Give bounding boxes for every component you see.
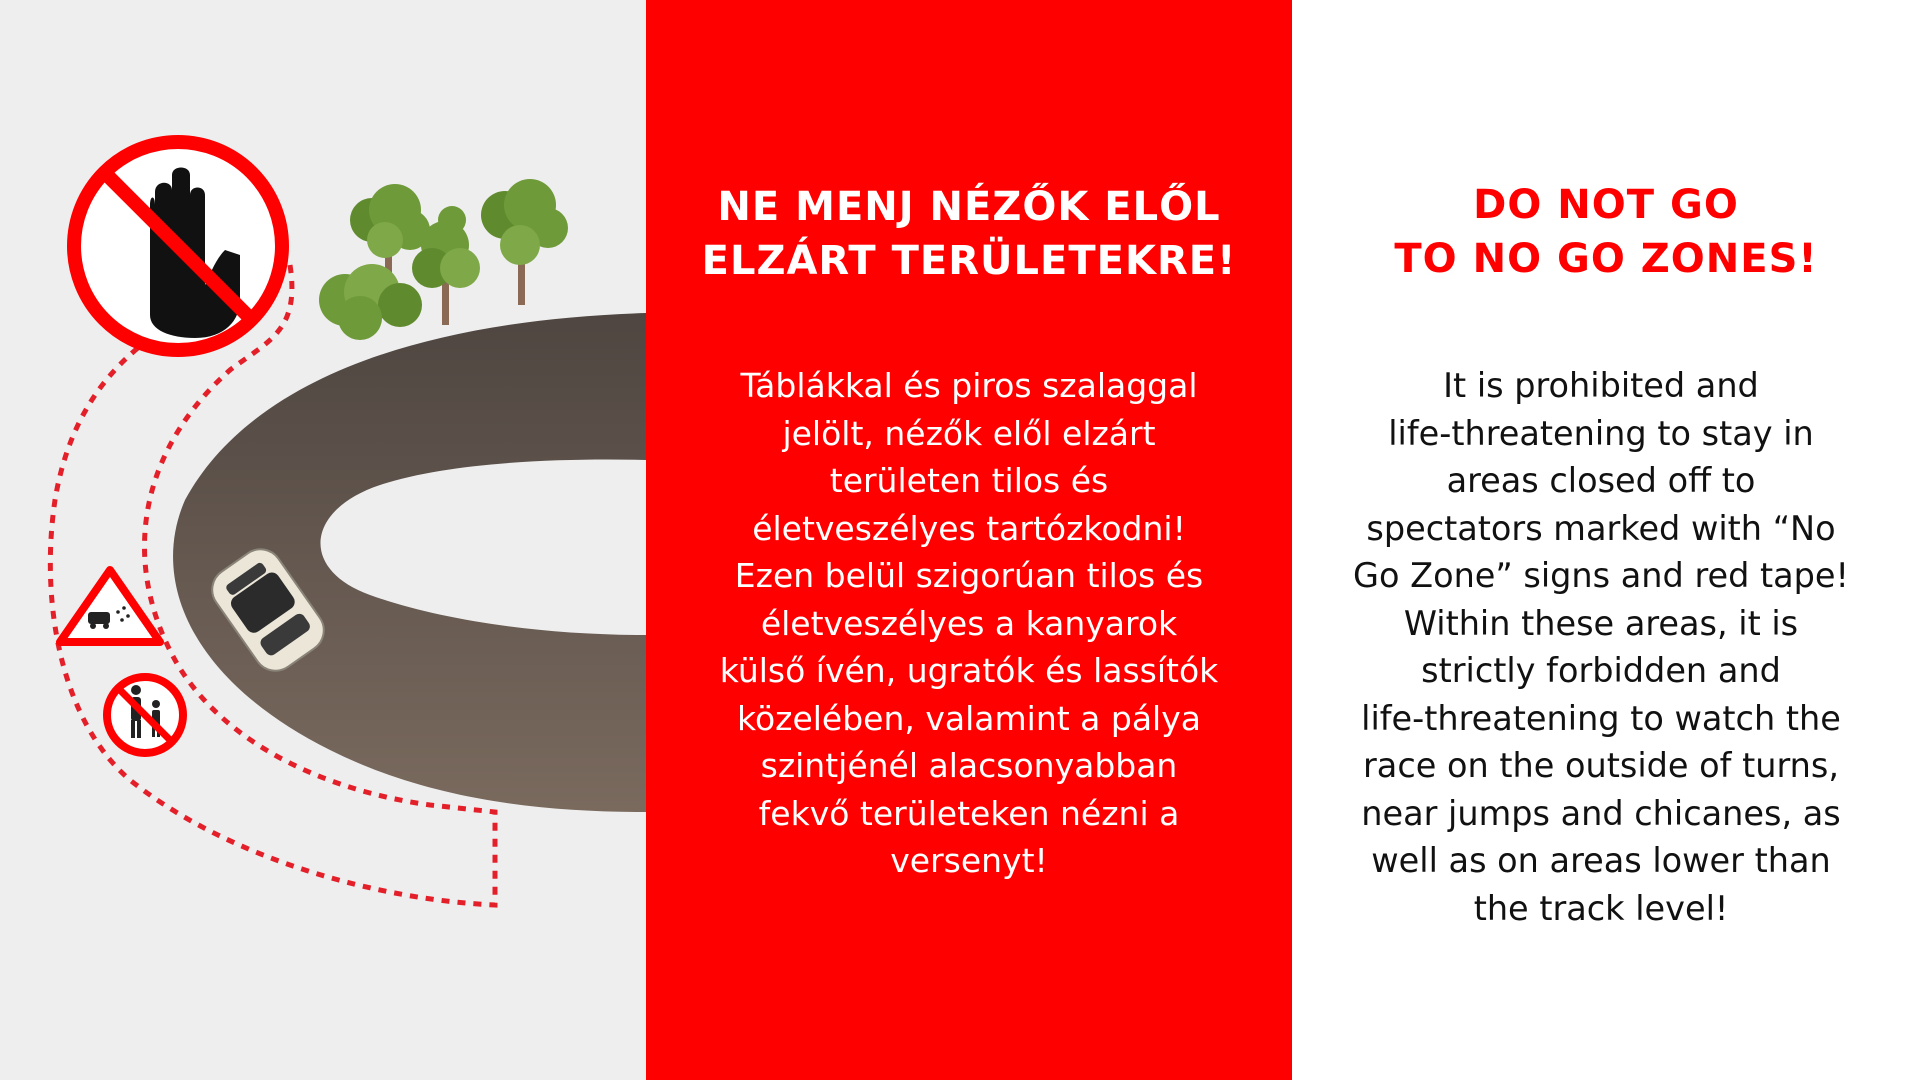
hungarian-panel: [646, 0, 1292, 1080]
tree-icon: [319, 264, 422, 340]
tree-icon: [481, 179, 568, 305]
falling-rocks-warning-icon: [60, 570, 160, 642]
english-panel: [1292, 0, 1920, 1080]
no-pedestrians-icon: [107, 677, 183, 753]
race-track-illustration: [0, 0, 646, 1080]
english-body-text: It is prohibited and life-threatening to stay in areas closed off to spectators marked with “No Go Zone” signs and red tape! Within these areas, it is strictly forbidden and life-threatening to watch the race on the outside of turns, near jumps and chicanes, as well as on areas lower than the track level!: [1353, 366, 1849, 928]
hungarian-title-line2: ELZÁRT TERÜLETEKRE!: [701, 238, 1237, 284]
hungarian-title-line1: NE MENJ NÉZŐK ELŐL: [717, 184, 1221, 230]
english-title-line1: DO NOT GO: [1473, 182, 1739, 228]
hungarian-body-text: Táblákkal és piros szalaggal jelölt, nézők elől elzárt területen tilos és életveszélyes tartózkodni! Ezen belül szigorúan tilos és életveszélyes a kanyarok külső ívén, ugratók és lassítók közelében, valamint a pálya szintjénél alacsonyabban fekvő területeken nézni a versenyt!: [719, 366, 1219, 880]
hungarian-title: [646, 180, 1292, 288]
english-title-line2: TO NO GO ZONES!: [1394, 236, 1818, 282]
no-entry-hand-icon: [74, 142, 282, 350]
english-title: [1292, 178, 1920, 286]
illustration-panel: [0, 0, 646, 1080]
